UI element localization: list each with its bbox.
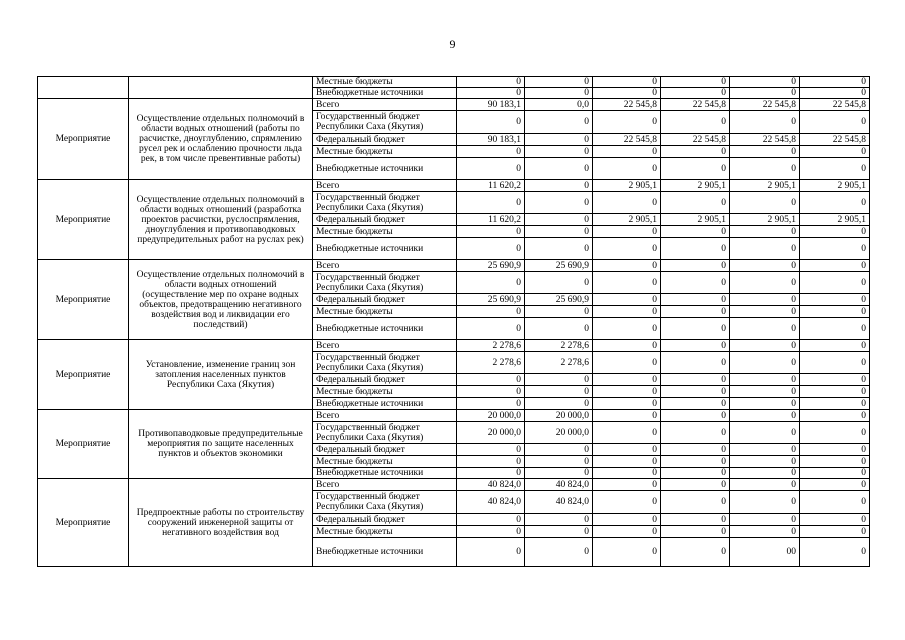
amount-cell: 0 [593,306,661,318]
funding-source-cell: Всего [313,479,457,491]
funding-source-cell: Государственный бюджет Республики Саха (Якутия) [313,422,457,444]
amount-cell: 0 [593,386,661,398]
amount-cell: 40 824,0 [457,491,525,514]
amount-cell: 2 278,6 [457,352,525,374]
amount-cell: 0 [525,444,593,456]
amount-cell: 0 [730,479,800,491]
amount-cell: 22 545,8 [730,134,800,146]
amount-cell: 0 [525,111,593,134]
amount-cell: 0 [730,192,800,214]
amount-cell: 0 [525,158,593,180]
amount-cell: 0 [593,538,661,567]
amount-cell: 0 [593,146,661,158]
amount-cell: 0 [730,306,800,318]
amount-cell: 0 [457,468,525,479]
table-row [38,340,870,352]
amount-cell: 2 905,1 [593,180,661,192]
amount-cell: 25 690,9 [457,294,525,306]
funding-source-cell: Местные бюджеты [313,306,457,318]
amount-cell: 0 [661,340,730,352]
amount-cell: 0 [661,294,730,306]
amount-cell: 90 183,1 [457,99,525,111]
amount-cell: 0 [730,158,800,180]
measure-description-cell: Установление, изменение границ зон затопления населенных пунктов Республики Саха (Якутия) [129,340,313,410]
amount-cell: 0 [593,340,661,352]
table-row [38,410,870,422]
amount-cell: 0 [593,491,661,514]
amount-cell: 0 [593,456,661,468]
amount-cell: 0 [593,77,661,88]
amount-cell: 0 [457,526,525,538]
amount-cell: 90 183,1 [457,134,525,146]
amount-cell: 0 [730,386,800,398]
amount-cell: 0 [525,526,593,538]
funding-source-cell: Всего [313,99,457,111]
amount-cell: 2 278,6 [457,340,525,352]
amount-cell: 0 [800,158,870,180]
funding-source-cell: Государственный бюджет Республики Саха (Якутия) [313,491,457,514]
amount-cell: 0 [800,294,870,306]
funding-source-cell: Всего [313,410,457,422]
amount-cell: 0 [730,456,800,468]
amount-cell: 2 905,1 [730,180,800,192]
funding-source-cell: Внебюджетные источники [313,538,457,567]
amount-cell: 0 [593,272,661,294]
amount-cell: 0 [730,514,800,526]
amount-cell: 0,0 [525,99,593,111]
amount-cell: 0 [457,226,525,238]
funding-source-cell: Внебюджетные источники [313,238,457,260]
measure-description-cell: Осуществление отдельных полномочий в области водных отношений (работы по расчистке, дноуглублению, спрямлению русел рек и ослаблению прочности льда рек, в том числе превентивные работы) [129,99,313,180]
amount-cell: 0 [800,479,870,491]
amount-cell: 0 [661,538,730,567]
amount-cell: 0 [800,192,870,214]
funding-source-cell: Всего [313,260,457,272]
amount-cell: 0 [661,272,730,294]
amount-cell: 0 [800,468,870,479]
amount-cell: 0 [661,306,730,318]
funding-source-cell: Федеральный бюджет [313,134,457,146]
amount-cell: 2 905,1 [661,214,730,226]
amount-cell: 40 824,0 [525,479,593,491]
amount-cell: 0 [800,77,870,88]
amount-cell: 0 [457,158,525,180]
amount-cell: 0 [593,238,661,260]
amount-cell: 0 [661,238,730,260]
amount-cell: 0 [661,386,730,398]
amount-cell: 0 [661,444,730,456]
budget-table [37,76,870,567]
funding-source-cell: Внебюджетные источники [313,468,457,479]
amount-cell: 22 545,8 [593,99,661,111]
amount-cell: 0 [525,88,593,99]
amount-cell: 0 [593,444,661,456]
amount-cell: 0 [730,111,800,134]
amount-cell: 0 [800,444,870,456]
amount-cell: 0 [661,422,730,444]
amount-cell: 0 [661,514,730,526]
amount-cell: 0 [593,526,661,538]
amount-cell: 0 [661,88,730,99]
amount-cell: 0 [800,374,870,386]
amount-cell: 0 [800,88,870,99]
measure-description-cell: Осуществление отдельных полномочий в области водных отношений (осуществление мер по охране водных объектов, предотвращению негативного воздействия вод и ликвидации его последствий) [129,260,313,340]
funding-source-cell: Федеральный бюджет [313,214,457,226]
table-row [38,99,870,111]
amount-cell: 22 545,8 [800,99,870,111]
funding-source-cell: Местные бюджеты [313,386,457,398]
amount-cell: 0 [593,158,661,180]
amount-cell: 0 [800,146,870,158]
amount-cell: 0 [730,444,800,456]
amount-cell: 0 [457,374,525,386]
amount-cell: 0 [661,491,730,514]
amount-cell: 0 [661,410,730,422]
amount-cell: 0 [661,260,730,272]
measure-description-cell: Осуществление отдельных полномочий в области водных отношений (разработка проектов расчистки, руслоспрямления, дноуглубления и противопаводковых предупредительных работ на руслах рек) [129,180,313,260]
amount-cell: 0 [730,226,800,238]
funding-source-cell: Государственный бюджет Республики Саха (Якутия) [313,192,457,214]
amount-cell: 2 905,1 [800,214,870,226]
amount-cell: 0 [593,374,661,386]
amount-cell: 0 [730,238,800,260]
amount-cell: 0 [730,526,800,538]
amount-cell: 20 000,0 [525,422,593,444]
amount-cell: 0 [730,146,800,158]
amount-cell: 2 278,6 [525,352,593,374]
funding-source-cell: Всего [313,340,457,352]
amount-cell: 0 [457,272,525,294]
funding-source-cell: Местные бюджеты [313,146,457,158]
amount-cell: 0 [525,77,593,88]
amount-cell: 20 000,0 [457,422,525,444]
amount-cell: 25 690,9 [525,294,593,306]
amount-cell: 0 [661,456,730,468]
amount-cell: 22 545,8 [730,99,800,111]
funding-source-cell: Государственный бюджет Республики Саха (Якутия) [313,111,457,134]
amount-cell: 0 [661,318,730,340]
table-body [38,77,870,567]
amount-cell: 0 [730,294,800,306]
amount-cell: 0 [661,398,730,410]
amount-cell: 0 [800,352,870,374]
amount-cell: 25 690,9 [457,260,525,272]
funding-source-cell: Внебюджетные источники [313,88,457,99]
amount-cell: 0 [525,306,593,318]
amount-cell: 0 [800,386,870,398]
table-row [38,77,870,88]
funding-source-cell: Федеральный бюджет [313,444,457,456]
amount-cell: 20 000,0 [457,410,525,422]
amount-cell: 2 278,6 [525,340,593,352]
amount-cell: 0 [457,77,525,88]
funding-source-cell: Местные бюджеты [313,77,457,88]
funding-source-cell: Федеральный бюджет [313,374,457,386]
amount-cell: 0 [661,192,730,214]
amount-cell: 0 [800,410,870,422]
amount-cell: 0 [593,398,661,410]
funding-source-cell: Государственный бюджет Республики Саха (Якутия) [313,272,457,294]
funding-source-cell: Внебюджетные источники [313,318,457,340]
amount-cell: 0 [661,77,730,88]
amount-cell: 0 [661,146,730,158]
amount-cell: 0 [457,514,525,526]
amount-cell: 11 620,2 [457,180,525,192]
amount-cell: 0 [593,422,661,444]
measure-type-cell: Мероприятие [38,260,129,340]
amount-cell: 0 [661,479,730,491]
amount-cell: 0 [730,272,800,294]
amount-cell: 0 [593,479,661,491]
amount-cell: 0 [525,538,593,567]
amount-cell: 0 [525,398,593,410]
amount-cell: 2 905,1 [661,180,730,192]
amount-cell: 0 [457,238,525,260]
amount-cell: 0 [730,88,800,99]
amount-cell: 0 [525,456,593,468]
amount-cell: 0 [800,340,870,352]
amount-cell: 0 [457,111,525,134]
amount-cell: 0 [525,146,593,158]
measure-type-cell [38,77,129,99]
amount-cell: 0 [730,374,800,386]
amount-cell: 0 [800,456,870,468]
amount-cell: 2 905,1 [730,214,800,226]
amount-cell: 0 [457,146,525,158]
amount-cell: 0 [593,226,661,238]
amount-cell: 0 [730,340,800,352]
amount-cell: 0 [525,214,593,226]
page-number: 9 [449,37,456,51]
amount-cell: 22 545,8 [661,134,730,146]
amount-cell: 22 545,8 [661,99,730,111]
amount-cell: 0 [593,514,661,526]
amount-cell: 0 [457,192,525,214]
amount-cell: 0 [525,272,593,294]
funding-source-cell: Федеральный бюджет [313,514,457,526]
amount-cell: 25 690,9 [525,260,593,272]
measure-type-cell: Мероприятие [38,99,129,180]
amount-cell: 0 [457,88,525,99]
amount-cell: 0 [800,260,870,272]
amount-cell: 0 [730,468,800,479]
amount-cell: 0 [661,374,730,386]
amount-cell: 0 [800,111,870,134]
funding-source-cell: Всего [313,180,457,192]
amount-cell: 0 [457,398,525,410]
measure-type-cell: Мероприятие [38,479,129,567]
amount-cell: 0 [661,158,730,180]
amount-cell: 0 [661,111,730,134]
amount-cell: 0 [457,386,525,398]
amount-cell: 0 [730,352,800,374]
amount-cell: 0 [457,318,525,340]
amount-cell: 0 [457,306,525,318]
amount-cell: 0 [800,238,870,260]
amount-cell: 0 [525,514,593,526]
amount-cell: 0 [661,352,730,374]
measure-description-cell: Противопаводковые предупредительные мероприятия по защите населенных пунктов и объектов экономики [129,410,313,479]
amount-cell: 0 [525,318,593,340]
amount-cell: 00 [730,538,800,567]
amount-cell: 0 [593,318,661,340]
amount-cell: 0 [593,294,661,306]
amount-cell: 0 [800,306,870,318]
amount-cell: 40 824,0 [525,491,593,514]
funding-source-cell: Местные бюджеты [313,456,457,468]
measure-description-cell [129,77,313,99]
amount-cell: 0 [800,272,870,294]
funding-source-cell: Федеральный бюджет [313,294,457,306]
amount-cell: 0 [800,538,870,567]
measure-type-cell: Мероприятие [38,340,129,410]
amount-cell: 0 [730,398,800,410]
amount-cell: 0 [800,398,870,410]
amount-cell: 0 [800,318,870,340]
amount-cell: 0 [525,374,593,386]
funding-source-cell: Местные бюджеты [313,526,457,538]
amount-cell: 0 [800,422,870,444]
amount-cell: 0 [593,88,661,99]
amount-cell: 11 620,2 [457,214,525,226]
amount-cell: 0 [593,192,661,214]
amount-cell: 40 824,0 [457,479,525,491]
measure-type-cell: Мероприятие [38,410,129,479]
amount-cell: 0 [525,192,593,214]
amount-cell: 0 [593,410,661,422]
amount-cell: 0 [593,260,661,272]
funding-source-cell: Местные бюджеты [313,226,457,238]
amount-cell: 0 [661,468,730,479]
amount-cell: 2 905,1 [593,214,661,226]
amount-cell: 20 000,0 [525,410,593,422]
amount-cell: 0 [730,260,800,272]
amount-cell: 0 [525,386,593,398]
table-row [38,180,870,192]
amount-cell: 0 [457,538,525,567]
amount-cell: 0 [730,491,800,514]
amount-cell: 0 [800,514,870,526]
amount-cell: 0 [457,456,525,468]
measure-type-cell: Мероприятие [38,180,129,260]
funding-source-cell: Внебюджетные источники [313,158,457,180]
amount-cell: 22 545,8 [593,134,661,146]
amount-cell: 0 [730,318,800,340]
amount-cell: 0 [800,491,870,514]
amount-cell: 0 [730,77,800,88]
funding-source-cell: Внебюджетные источники [313,398,457,410]
amount-cell: 0 [525,134,593,146]
funding-source-cell: Государственный бюджет Республики Саха (Якутия) [313,352,457,374]
amount-cell: 0 [457,444,525,456]
amount-cell: 0 [661,226,730,238]
amount-cell: 0 [730,410,800,422]
table-row [38,260,870,272]
amount-cell: 0 [525,226,593,238]
table-row [38,479,870,491]
amount-cell: 0 [800,226,870,238]
amount-cell: 22 545,8 [800,134,870,146]
amount-cell: 0 [525,238,593,260]
amount-cell: 0 [800,526,870,538]
amount-cell: 0 [525,180,593,192]
amount-cell: 0 [730,422,800,444]
amount-cell: 2 905,1 [800,180,870,192]
amount-cell: 0 [525,468,593,479]
amount-cell: 0 [593,352,661,374]
amount-cell: 0 [661,526,730,538]
amount-cell: 0 [593,111,661,134]
amount-cell: 0 [593,468,661,479]
measure-description-cell: Предпроектные работы по строительству сооружений инженерной защиты от негативного воздействия вод [129,479,313,567]
